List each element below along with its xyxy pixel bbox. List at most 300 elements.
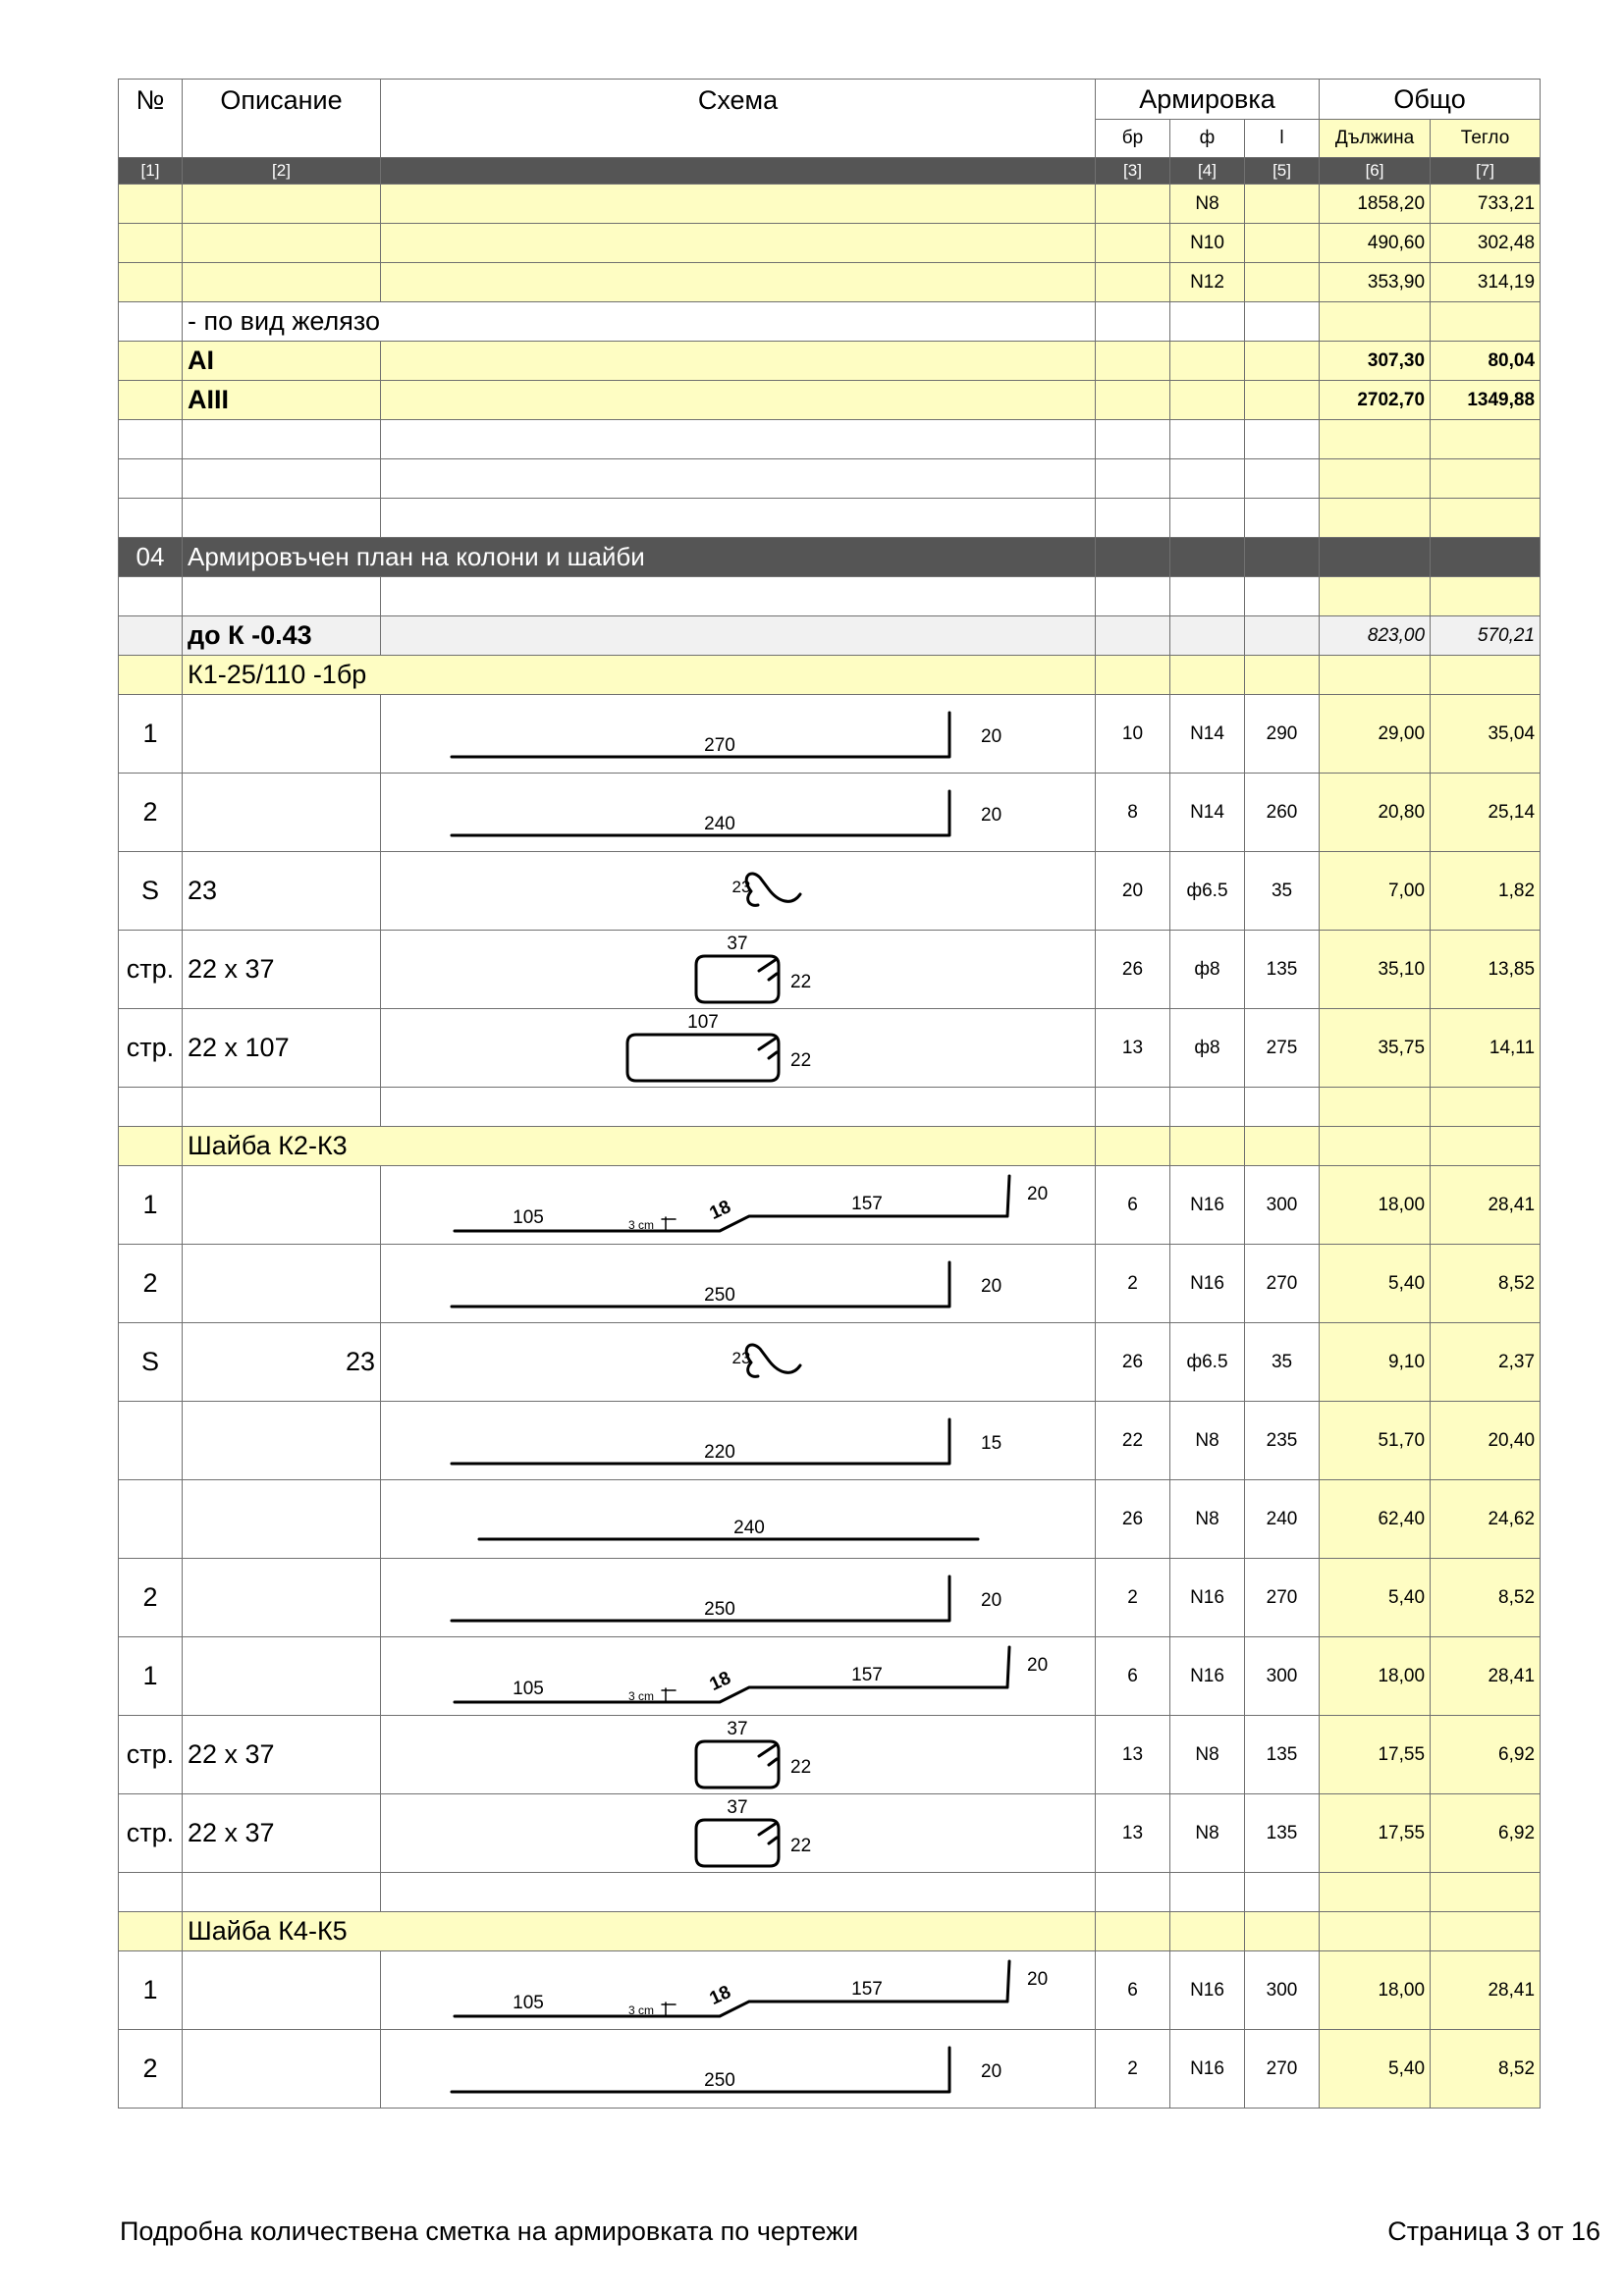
dimension-length-label: 270 — [704, 735, 735, 756]
bar-row — [119, 1794, 1541, 1873]
bar-scheme-drawing — [381, 852, 1096, 930]
bar-scheme-cell — [381, 695, 1096, 774]
bar-scheme-drawing — [381, 1794, 1096, 1872]
cell-empty — [381, 342, 1096, 381]
bar-total-length: 62,40 — [1320, 1480, 1431, 1559]
bar-count: 13 — [1096, 1009, 1170, 1088]
cell-empty — [1320, 538, 1431, 577]
bar-diameter: N16 — [1170, 1245, 1245, 1323]
summary-type-row — [119, 342, 1541, 381]
bar-count: 6 — [1096, 1951, 1170, 2030]
bar-scheme-drawing — [381, 1559, 1096, 1636]
cell-empty — [119, 616, 183, 656]
bar-description — [183, 2030, 381, 2109]
cell-empty — [119, 1873, 183, 1912]
bar-weight: 8,52 — [1431, 1559, 1541, 1637]
cell-empty — [1431, 420, 1541, 459]
cell-empty — [1245, 1127, 1320, 1166]
col-index-empty — [381, 158, 1096, 185]
bar-number: стр. — [119, 931, 183, 1009]
bar-total-length: 17,55 — [1320, 1794, 1431, 1873]
bar-scheme-drawing — [381, 1323, 1096, 1401]
dimension-hook-label: 20 — [981, 1276, 1002, 1297]
cell-empty — [183, 577, 381, 616]
bar-diameter: N16 — [1170, 1637, 1245, 1716]
bar-total-length: 5,40 — [1320, 1245, 1431, 1323]
dimension-length-label: 250 — [704, 2070, 735, 2091]
bar-description — [183, 1951, 381, 2030]
bar-l: 300 — [1245, 1637, 1320, 1716]
dimension-width-label: 37 — [727, 1719, 748, 1739]
cell-empty — [1096, 381, 1170, 420]
cell-empty — [1320, 302, 1431, 342]
level-weight: 570,21 — [1431, 616, 1541, 656]
cell-empty — [381, 459, 1096, 499]
summary-diameter-row — [119, 263, 1541, 302]
bar-weight: 8,52 — [1431, 2030, 1541, 2109]
summary-type-length: 2702,70 — [1320, 381, 1431, 420]
col-index: [5] — [1245, 158, 1320, 185]
bar-count: 6 — [1096, 1637, 1170, 1716]
bar-weight: 13,85 — [1431, 931, 1541, 1009]
bar-scheme-drawing — [381, 1951, 1096, 2029]
bar-description — [183, 695, 381, 774]
bar-number: стр. — [119, 1009, 183, 1088]
cell-empty — [1245, 656, 1320, 695]
cell-empty — [381, 263, 1096, 302]
bar-row — [119, 2030, 1541, 2109]
dimension-size-label: 23 — [731, 1349, 751, 1367]
bar-scheme-drawing — [381, 1716, 1096, 1793]
bar-scheme-drawing — [381, 1009, 1096, 1087]
bar-row — [119, 1166, 1541, 1245]
bar-weight: 35,04 — [1431, 695, 1541, 774]
bar-diameter: N16 — [1170, 1951, 1245, 2030]
summary-type-weight: 1349,88 — [1431, 381, 1541, 420]
dimension-offset-label: 3 cm — [627, 1218, 655, 1232]
bar-total-length: 18,00 — [1320, 1951, 1431, 2030]
cell-empty — [119, 499, 183, 538]
stirrup-shape — [696, 1820, 779, 1866]
cell-empty — [1096, 342, 1170, 381]
bar-l: 35 — [1245, 852, 1320, 931]
bar-weight: 6,92 — [1431, 1794, 1541, 1873]
col-index: [6] — [1320, 158, 1431, 185]
cell-empty — [119, 459, 183, 499]
cell-empty — [1431, 1088, 1541, 1127]
bar-diameter: N16 — [1170, 1166, 1245, 1245]
bar-total-length: 9,10 — [1320, 1323, 1431, 1402]
bar-diameter: N14 — [1170, 695, 1245, 774]
bar-total-length: 18,00 — [1320, 1166, 1431, 1245]
bar-total-length: 18,00 — [1320, 1637, 1431, 1716]
cell-empty — [183, 263, 381, 302]
summary-weight: 733,21 — [1431, 185, 1541, 224]
bar-scheme-cell — [381, 774, 1096, 852]
bar-diameter: N16 — [1170, 2030, 1245, 2109]
level-row — [119, 616, 1541, 656]
bar-scheme-cell — [381, 1716, 1096, 1794]
cell-empty — [1096, 224, 1170, 263]
cell-empty — [381, 1088, 1096, 1127]
bar-shape — [452, 1262, 949, 1307]
bar-row — [119, 695, 1541, 774]
dimension-width-label: 37 — [727, 934, 748, 954]
bar-count: 6 — [1096, 1166, 1170, 1245]
cell-empty — [1170, 499, 1245, 538]
header-row-1 — [119, 80, 1541, 120]
header-diameter: ф — [1170, 120, 1245, 158]
cell-empty — [1096, 616, 1170, 656]
bar-number — [119, 1402, 183, 1480]
cell-empty — [119, 577, 183, 616]
bar-l: 135 — [1245, 1716, 1320, 1794]
header-reinforcement: Армировка — [1096, 80, 1320, 120]
dimension-hook-label: 20 — [981, 726, 1002, 747]
dimension-height-label: 22 — [790, 1050, 812, 1071]
dimension-hook-label: 20 — [1027, 1184, 1049, 1204]
cell-empty — [1431, 577, 1541, 616]
bar-l: 270 — [1245, 1245, 1320, 1323]
cell-empty — [1096, 302, 1170, 342]
bar-l: 35 — [1245, 1323, 1320, 1402]
bar-description — [183, 1480, 381, 1559]
bar-description — [183, 1402, 381, 1480]
bar-description: 23 — [183, 852, 381, 931]
empty-row — [119, 499, 1541, 538]
cell-empty — [1245, 1873, 1320, 1912]
stirrup-hook — [759, 1823, 777, 1843]
dimension-angle-label: 18 — [706, 1982, 734, 2009]
bar-row — [119, 774, 1541, 852]
bar-diameter: N8 — [1170, 1402, 1245, 1480]
dimension-angle-label: 18 — [706, 1197, 734, 1224]
bar-diameter: ф6.5 — [1170, 1323, 1245, 1402]
cell-empty — [1320, 420, 1431, 459]
header-description: Описание — [183, 80, 381, 158]
dimension-hook-label: 20 — [981, 1590, 1002, 1611]
bar-count: 10 — [1096, 695, 1170, 774]
stirrup-hook — [759, 1744, 777, 1765]
cell-empty — [1096, 656, 1170, 695]
empty-row — [119, 1088, 1541, 1127]
cell-empty — [1170, 302, 1245, 342]
cell-empty — [1431, 499, 1541, 538]
cell-empty — [119, 263, 183, 302]
cell-empty — [119, 302, 183, 342]
cell-empty — [1245, 499, 1320, 538]
cell-empty — [1320, 1912, 1431, 1951]
cell-empty — [119, 1127, 183, 1166]
stirrup-shape — [696, 1741, 779, 1788]
footer-title: Подробна количествена сметка на армировката по чертежи — [120, 2216, 859, 2246]
bar-scheme-drawing — [381, 2030, 1096, 2108]
bar-weight: 25,14 — [1431, 774, 1541, 852]
cell-empty — [1096, 577, 1170, 616]
cell-empty — [119, 185, 183, 224]
cell-empty — [1431, 538, 1541, 577]
dimension-tick — [662, 1217, 676, 1231]
bar-number: стр. — [119, 1716, 183, 1794]
bar-scheme-cell — [381, 1166, 1096, 1245]
bar-scheme-cell — [381, 2030, 1096, 2109]
bar-count: 22 — [1096, 1402, 1170, 1480]
bar-scheme-cell — [381, 1245, 1096, 1323]
dimension-length-label: 250 — [704, 1599, 735, 1620]
bar-diameter: N16 — [1170, 1559, 1245, 1637]
bar-l: 270 — [1245, 1559, 1320, 1637]
summary-diameter: N12 — [1170, 263, 1245, 302]
cell-empty — [1320, 577, 1431, 616]
dimension-height-label: 22 — [790, 1836, 812, 1856]
stirrup-shape — [627, 1035, 779, 1081]
bar-count: 26 — [1096, 1480, 1170, 1559]
col-index: [7] — [1431, 158, 1541, 185]
bar-scheme-cell — [381, 1559, 1096, 1637]
bar-number: S — [119, 1323, 183, 1402]
bar-count: 26 — [1096, 931, 1170, 1009]
dimension-width-label: 107 — [687, 1012, 719, 1033]
dimension-length-label: 250 — [704, 1285, 735, 1306]
cell-empty — [1431, 302, 1541, 342]
column-index-row — [119, 158, 1541, 185]
bar-number: S — [119, 852, 183, 931]
bar-l: 235 — [1245, 1402, 1320, 1480]
bar-description: 22 x 107 — [183, 1009, 381, 1088]
cell-empty — [119, 1912, 183, 1951]
dimension-length-label: 220 — [704, 1442, 735, 1463]
cell-empty — [1320, 1088, 1431, 1127]
bar-scheme-drawing — [381, 695, 1096, 773]
bar-scheme-cell — [381, 1794, 1096, 1873]
cell-empty — [381, 577, 1096, 616]
dimension-a-label: 105 — [513, 1679, 544, 1699]
section-header-row — [119, 538, 1541, 577]
dimension-hook-label: 20 — [1027, 1655, 1049, 1676]
bar-weight: 28,41 — [1431, 1166, 1541, 1245]
bar-description — [183, 1559, 381, 1637]
cell-empty — [119, 1088, 183, 1127]
bar-l: 270 — [1245, 2030, 1320, 2109]
bar-l: 300 — [1245, 1166, 1320, 1245]
bar-l: 135 — [1245, 1794, 1320, 1873]
cell-empty — [1170, 1127, 1245, 1166]
summary-type-label: AI — [183, 342, 381, 381]
bar-row — [119, 1009, 1541, 1088]
summary-diameter: N8 — [1170, 185, 1245, 224]
cell-empty — [1245, 459, 1320, 499]
dimension-b-label: 157 — [851, 1194, 883, 1214]
col-index: [4] — [1170, 158, 1245, 185]
cell-empty — [1096, 1912, 1170, 1951]
bar-total-length: 7,00 — [1320, 852, 1431, 931]
cell-empty — [381, 616, 1096, 656]
dimension-height-label: 22 — [790, 972, 812, 992]
cell-empty — [1245, 420, 1320, 459]
bar-l: 290 — [1245, 695, 1320, 774]
bar-scheme-cell — [381, 1323, 1096, 1402]
summary-diameter: N10 — [1170, 224, 1245, 263]
bar-l: 240 — [1245, 1480, 1320, 1559]
dimension-offset-label: 3 cm — [627, 2003, 655, 2017]
cell-empty — [1170, 1088, 1245, 1127]
summary-type-label: AIII — [183, 381, 381, 420]
s-hook-shape — [746, 874, 800, 905]
bar-description: 23 — [183, 1323, 381, 1402]
bar-scheme-cell — [381, 931, 1096, 1009]
cell-empty — [1245, 1088, 1320, 1127]
group-title: Шайба К4-К5 — [183, 1912, 1096, 1951]
summary-type-weight: 80,04 — [1431, 342, 1541, 381]
cell-empty — [1431, 1912, 1541, 1951]
cell-empty — [1170, 1873, 1245, 1912]
dimension-angle-label: 18 — [706, 1668, 734, 1695]
bar-shape — [452, 2048, 949, 2092]
cell-empty — [119, 342, 183, 381]
bar-row — [119, 1716, 1541, 1794]
dimension-a-label: 105 — [513, 1207, 544, 1228]
cell-empty — [119, 656, 183, 695]
summary-diameter-row — [119, 185, 1541, 224]
bar-number: 1 — [119, 695, 183, 774]
bar-diameter: ф8 — [1170, 931, 1245, 1009]
bar-shape — [452, 713, 949, 757]
bar-row — [119, 1637, 1541, 1716]
empty-row — [119, 459, 1541, 499]
bar-weight: 8,52 — [1431, 1245, 1541, 1323]
bar-count: 13 — [1096, 1716, 1170, 1794]
cell-empty — [1431, 1873, 1541, 1912]
cell-empty — [1170, 577, 1245, 616]
bar-row — [119, 1402, 1541, 1480]
cell-empty — [183, 459, 381, 499]
bar-l: 135 — [1245, 931, 1320, 1009]
col-index: [2] — [183, 158, 381, 185]
cell-empty — [1320, 1873, 1431, 1912]
cell-empty — [1096, 499, 1170, 538]
bar-total-length: 35,10 — [1320, 931, 1431, 1009]
bar-diameter: N8 — [1170, 1480, 1245, 1559]
bar-weight: 1,82 — [1431, 852, 1541, 931]
bar-total-length: 5,40 — [1320, 2030, 1431, 2109]
level-length: 823,00 — [1320, 616, 1431, 656]
bar-l: 300 — [1245, 1951, 1320, 2030]
cell-empty — [1096, 420, 1170, 459]
bar-scheme-drawing — [381, 1245, 1096, 1322]
cell-empty — [381, 420, 1096, 459]
bar-row — [119, 1323, 1541, 1402]
cell-empty — [1245, 1912, 1320, 1951]
bar-row — [119, 931, 1541, 1009]
bar-total-length: 29,00 — [1320, 695, 1431, 774]
cell-empty — [1096, 538, 1170, 577]
bar-shape — [452, 791, 949, 835]
group-title: Шайба К2-К3 — [183, 1127, 1096, 1166]
bar-scheme-cell — [381, 1009, 1096, 1088]
cell-empty — [183, 1088, 381, 1127]
bar-number — [119, 1480, 183, 1559]
cell-empty — [1170, 381, 1245, 420]
footer-page-number: Страница 3 от 16 — [1387, 2216, 1600, 2246]
level-label: до К -0.43 — [183, 616, 381, 656]
bar-count: 2 — [1096, 1245, 1170, 1323]
bar-number: 2 — [119, 2030, 183, 2109]
bar-count: 8 — [1096, 774, 1170, 852]
group-header-row — [119, 1127, 1541, 1166]
dimension-tick — [662, 1688, 676, 1702]
bar-weight: 28,41 — [1431, 1637, 1541, 1716]
bar-shape — [452, 1576, 949, 1621]
bar-weight: 6,92 — [1431, 1716, 1541, 1794]
bar-description — [183, 774, 381, 852]
summary-weight: 314,19 — [1431, 263, 1541, 302]
cell-empty — [381, 381, 1096, 420]
dimension-a-label: 105 — [513, 1993, 544, 2013]
cell-empty — [1170, 420, 1245, 459]
bar-number: 2 — [119, 1245, 183, 1323]
reinforcement-schedule-table — [118, 79, 1541, 2109]
header-l: l — [1245, 120, 1320, 158]
bar-description — [183, 1166, 381, 1245]
dimension-hook-label: 20 — [981, 2061, 1002, 2082]
bar-row — [119, 852, 1541, 931]
section-title: Армировъчен план на колони и шайби — [183, 538, 1096, 577]
bar-diameter: N8 — [1170, 1716, 1245, 1794]
summary-length: 1858,20 — [1320, 185, 1431, 224]
bar-total-length: 35,75 — [1320, 1009, 1431, 1088]
bar-scheme-drawing — [381, 1480, 1096, 1558]
cell-empty — [1431, 656, 1541, 695]
stirrup-hook — [759, 1038, 777, 1058]
cell-empty — [119, 381, 183, 420]
header-scheme: Схема — [381, 80, 1096, 158]
summary-by-type-label: - по вид желязо — [183, 302, 1096, 342]
cell-empty — [119, 224, 183, 263]
bar-l: 275 — [1245, 1009, 1320, 1088]
dimension-width-label: 37 — [727, 1797, 748, 1818]
header-count: бр — [1096, 120, 1170, 158]
bar-description: 22 x 37 — [183, 1794, 381, 1873]
cell-empty — [381, 499, 1096, 538]
cell-empty — [1245, 577, 1320, 616]
cell-empty — [1170, 342, 1245, 381]
bar-shape — [452, 1419, 949, 1464]
cell-empty — [381, 185, 1096, 224]
cell-empty — [1320, 656, 1431, 695]
cell-empty — [1096, 185, 1170, 224]
group-title: К1-25/110 -1бр — [183, 656, 1096, 695]
bar-weight: 2,37 — [1431, 1323, 1541, 1402]
group-header-row — [119, 1912, 1541, 1951]
cell-empty — [1170, 538, 1245, 577]
cell-empty — [1170, 656, 1245, 695]
cell-empty — [119, 420, 183, 459]
bar-count: 26 — [1096, 1323, 1170, 1402]
summary-length: 353,90 — [1320, 263, 1431, 302]
cell-empty — [1431, 1127, 1541, 1166]
cell-empty — [1245, 263, 1320, 302]
dimension-offset-label: 3 cm — [627, 1689, 655, 1703]
bar-count: 13 — [1096, 1794, 1170, 1873]
s-hook-shape — [746, 1345, 800, 1376]
bar-count: 2 — [1096, 1559, 1170, 1637]
bar-weight: 24,62 — [1431, 1480, 1541, 1559]
empty-row — [119, 577, 1541, 616]
dimension-height-label: 22 — [790, 1757, 812, 1778]
bar-diameter: N14 — [1170, 774, 1245, 852]
bar-total-length: 17,55 — [1320, 1716, 1431, 1794]
dimension-length-label: 240 — [733, 1518, 765, 1538]
